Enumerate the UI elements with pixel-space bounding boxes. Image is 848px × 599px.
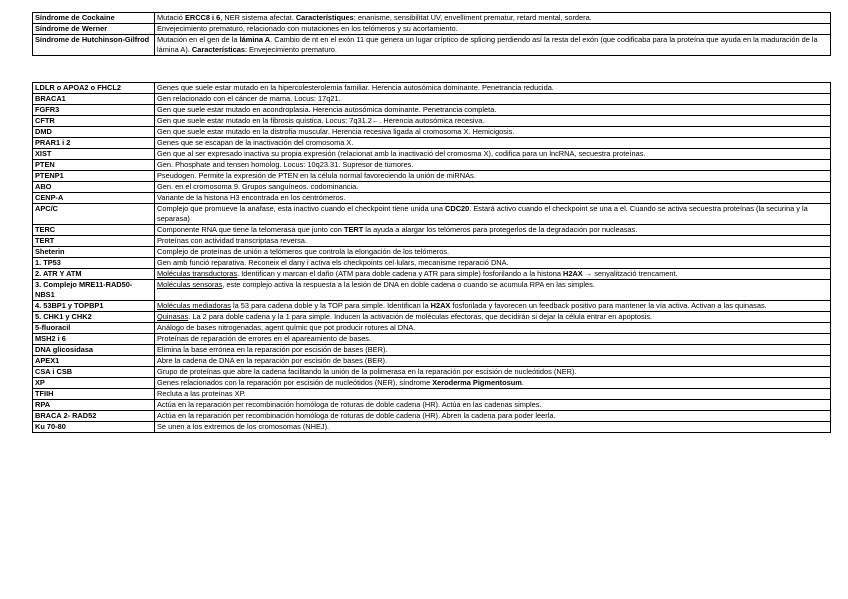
text-segment: Mutació [157,13,185,22]
bold-term: TERT [343,225,364,234]
row-description [155,83,831,94]
table-row [33,323,831,334]
text-segment: Gen relacionado con el cáncer de mama. Locus: 17q21. [157,94,341,103]
row-description [155,35,831,56]
text-segment: Recluta a las proteínas XP. [157,389,246,398]
bold-term: ERCC8 i 6 [184,13,221,22]
text-segment: Análogo de bases nitrogenadas, agent químic que pot producir rotures al DNA. [157,323,416,332]
row-description [155,24,831,35]
row-key: 1. TP53 [33,258,155,269]
table-row [33,182,831,193]
text-segment: Genes que suele estar mutado en la hipercolesterolemia familiar. Herencia autosómica dominante. Penetrancia reducida. [157,83,554,92]
text-segment: Genes que se escapan de la inactivación del cromosoma X. [157,138,354,147]
text-segment: Envejecimiento prematuro, relacionado con mutaciones en los telómeros y su acortamiento. [157,24,458,33]
row-key: Síndrome de Werner [33,24,155,35]
table-row [33,225,831,236]
underlined-term: Quinasas [157,312,189,321]
row-key: TFIIH [33,389,155,400]
row-description [155,247,831,258]
row-description [155,389,831,400]
row-key: TERC [33,225,155,236]
text-segment: Gen que suele estar mutado en acondroplasia. Herencia autosómica dominante. Penetrancia completa. [157,105,497,114]
table-row [33,35,831,56]
row-description [155,182,831,193]
text-segment: : Envejecimiento prematuro. [244,45,337,54]
text-segment: Variante de la histona H3 encontrada en los centrómeros. [157,193,346,202]
table-row [33,24,831,35]
row-key: Ku 70-80 [33,422,155,433]
table-row [33,204,831,225]
table-row [33,356,831,367]
row-description [155,312,831,323]
text-segment: Gen que suele estar mutado en la fibrosis quística. Locus: 7q31.2←. Herencia autosómica recesiva. [157,116,485,125]
table-row [33,13,831,24]
table-row [33,367,831,378]
table-row [33,138,831,149]
bold-term: H2AX [563,269,583,278]
table-row [33,149,831,160]
text-segment: , este complejo activa la respuesta a la lesión de DNA en doble cadena o cuando se acumula RPA en las simples. [222,280,595,289]
row-description [155,105,831,116]
row-description [155,193,831,204]
text-segment: Proteínas con actividad transcriptasa reversa. [157,236,307,245]
row-key: 3. Complejo MRE11-RAD50-NBS1 [33,280,155,301]
text-segment: Gen que al ser expresado inactiva su propia expresión (relacionat amb la inactivació del cromosma X), codifica para un lncRNA, secuestra proteínas. [157,149,646,158]
row-description [155,116,831,127]
table-row [33,116,831,127]
row-key: CENP-A [33,193,155,204]
row-description [155,422,831,433]
row-description [155,138,831,149]
row-description [155,149,831,160]
row-description [155,94,831,105]
text-segment: Actúa en la reparación per recombinación homóloga de roturas de doble cadena (HR). Abren la cadena para poder leerla. [157,411,556,420]
table-row [33,334,831,345]
table-row [33,127,831,138]
row-key: Sheterin [33,247,155,258]
table-row [33,269,831,280]
table-row [33,411,831,422]
text-segment: la ayuda a alargar los telómeros para protegerlos de la degradación por nucleasas. [363,225,638,234]
row-description [155,127,831,138]
row-description [155,204,831,225]
table-row [33,422,831,433]
row-key: RPA [33,400,155,411]
table-row [33,345,831,356]
row-key: ABO [33,182,155,193]
bold-term: lámina A [239,35,271,44]
row-key: APC/C [33,204,155,225]
bold-term: H2AX [430,301,451,310]
row-description [155,356,831,367]
row-key: 5. CHK1 y CHK2 [33,312,155,323]
row-key: TERT [33,236,155,247]
table-row [33,258,831,269]
row-key: Síndrome de Hutchinson-Gilfrod [33,35,155,56]
text-segment: , NER sistema afectat. [220,13,296,22]
row-description [155,258,831,269]
row-description [155,323,831,334]
row-key: CFTR [33,116,155,127]
row-key: BRACA 2- RAD52 [33,411,155,422]
row-key: XP [33,378,155,389]
row-key: MSH2 i 6 [33,334,155,345]
row-key: LDLR o APOA2 o FHCL2 [33,83,155,94]
text-segment: . [521,378,524,387]
row-key: PRAR1 i 2 [33,138,155,149]
table-row [33,389,831,400]
text-segment: Mutación en el gen de la [157,35,240,44]
row-key: 2. ATR Y ATM [33,269,155,280]
text-segment: . La 2 para doble cadena y la 1 para simple. Inducen la activación de moléculas efectoras, que decidirán si dejar la célula entrar en apoptosis. [188,312,653,321]
row-description [155,225,831,236]
row-description [155,160,831,171]
table-row [33,236,831,247]
table-row [33,83,831,94]
genes-table [32,82,831,433]
table-row [33,105,831,116]
text-segment: Gen. Phosphate and tensen homolog. Locus: 10q23.31. Supresor de tumores. [157,160,414,169]
text-segment: fosforilada y favorecen un feedback positivo para mantener la vía activa. Activan a las quinasas. [450,301,767,310]
row-description [155,400,831,411]
text-segment: Genes relacionados con la reparación por escisión de nucleótidos (NER), síndrome [157,378,433,387]
row-key: PTEN [33,160,155,171]
table-row [33,171,831,182]
text-segment: Actúa en la reparación per recombinación homóloga de roturas de doble cadena (HR). Actúa en las cadenas simples. [157,400,542,409]
table-row [33,312,831,323]
row-key: PTENP1 [33,171,155,182]
text-segment: Complejo que promueve la anafase, esta inactivo cuando el checkpoint tiene unida una [157,204,446,213]
text-segment: : enanisme, sensibilitat UV, envelliment prematur, retard mental, sordera. [353,13,592,22]
table-row [33,247,831,258]
row-key: BRACA1 [33,94,155,105]
text-segment: Gen. en el cromosoma 9. Grupos sanguíneos. codominancia. [157,182,359,191]
text-segment: Complejo de proteínas de unión a telómeros que controla la elongación de los telómeros. [157,247,450,256]
text-segment: la 53 para cadena doble y la TOP para simple. Identifican la [230,301,431,310]
row-key: APEX1 [33,356,155,367]
table-row [33,280,831,301]
row-key: 4. 53BP1 y TOPBP1 [33,301,155,312]
table-row [33,378,831,389]
underlined-term: Moléculas mediadoras [157,301,231,310]
row-description [155,367,831,378]
row-key: DMD [33,127,155,138]
text-segment: Grupo de proteínas que abre la cadena facilitando la unión de la polimerasa en la reparación por escisión de nucleótidos (NER). [157,367,577,376]
text-segment: . Estará activo cuando el checkpoint se una a el. Cuando se activa secuestra proteínas (la securina y la separasa) [157,204,808,223]
bold-term: Característiques [295,13,354,22]
row-description [155,301,831,312]
text-segment: Proteínas de reparación de errores en el apareamiento de bases. [157,334,372,343]
text-segment: . Identifican y marcan el daño (ATM para doble cadena y ATR para simple) fosforilando a la histona [237,269,564,278]
text-segment: . Cambio de nt en el exón 11 que genera un lugar críptico de splicing perdiendo así la resta del exón (que codificaba para la proteína que ayuda en la maduración de la lámina A). [157,35,818,54]
bold-term: Xeroderma Pigmentosum [432,378,522,387]
bold-term: Características [191,45,245,54]
underlined-term: Moléculas sensoras [157,280,223,289]
row-description [155,280,831,301]
row-description [155,236,831,247]
row-description [155,411,831,422]
text-segment: Elimina la base errónea en la reparación por escisión de bases (BER). [157,345,388,354]
text-segment: Componente RNA que tiene la telomerasa que junto con [157,225,344,234]
table-row [33,301,831,312]
syndromes-table [32,12,831,56]
row-description [155,334,831,345]
text-segment: → senyalització trencament. [582,269,678,278]
row-key: XIST [33,149,155,160]
underlined-term: Moléculas transductoras [157,269,238,278]
row-key: DNA glicosidasa [33,345,155,356]
table-row [33,193,831,204]
text-segment: Pseudogen. Permite la expresión de PTEN en la célula normal favoreciendo la unión de miRNAs. [157,171,476,180]
text-segment: Abre la cadena de DNA en la reparación por escisión de bases (BER). [157,356,388,365]
text-segment: Gen amb funció reparativa. Reconeix el dany i activa els checkpoints cel·lulars, mecanisme reparació DNA. [157,258,509,267]
table-row [33,160,831,171]
bold-term: CDC20 [445,204,470,213]
row-description [155,269,831,280]
table-row [33,94,831,105]
row-key: 5-fluoracil [33,323,155,334]
row-key: CSA i CSB [33,367,155,378]
row-description [155,345,831,356]
row-description [155,171,831,182]
row-description [155,13,831,24]
row-key: FGFR3 [33,105,155,116]
table-row [33,400,831,411]
row-description [155,378,831,389]
text-segment: Gen que suele estar mutado en la distrofia muscular. Herencia recesiva ligada al cromosoma X. Hemicigosis. [157,127,515,136]
row-key: Síndrome de Cockaine [33,13,155,24]
text-segment: Se unen a los extremos de los cromosomas (NHEJ). [157,422,330,431]
